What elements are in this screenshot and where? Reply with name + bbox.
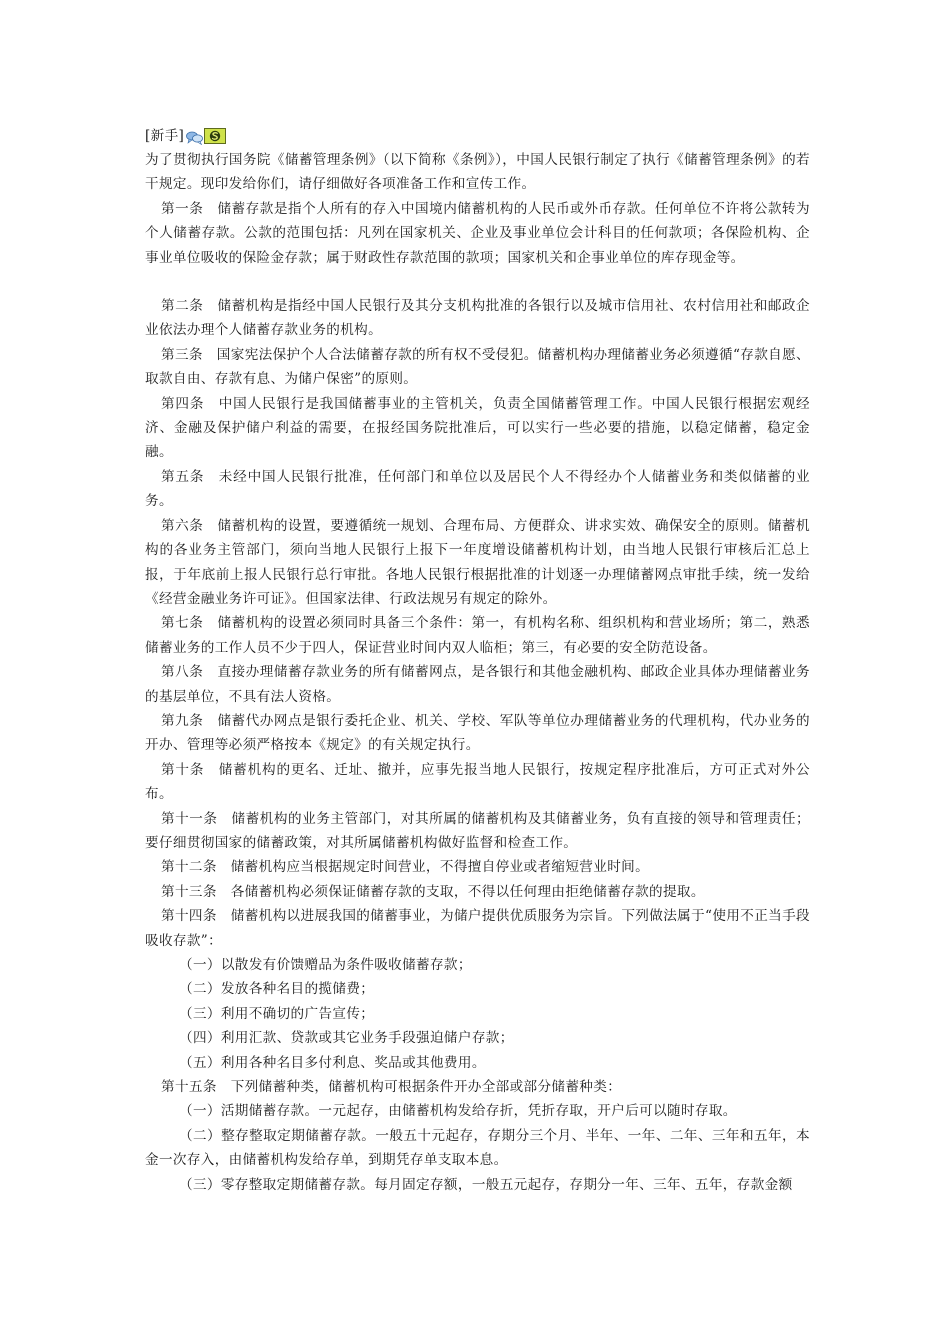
post-header [145, 124, 810, 148]
list-item: （四）利用汇款、贷款或其它业务手段强迫储户存款； [179, 1030, 514, 1047]
article-15: 第十五条 下列储蓄种类，储蓄机构可根据条件开办全部或部分储蓄种类： [161, 1079, 622, 1096]
article-5: 第五条 未经中国人民银行批准，任何部门和单位以及居民个人不得经办个人储蓄业务和类似储蓄的业务。 [145, 468, 810, 510]
intro-paragraph: 为了贯彻执行国务院《储蓄管理条例》（以下简称《条例》），中国人民银行制定了执行《储蓄管理条例》的若干规定。现印发给你们，请仔细做好各项准备工作和宣传工作。 [145, 152, 810, 193]
article-2: 第二条 储蓄机构是指经中国人民银行及其分支机构批准的各银行以及城市信用社、农村信用社和邮政企业依法办理个人储蓄存款业务的机构。 [145, 298, 810, 339]
article-10: 第十条 储蓄机构的更名、迁址、撤并，应事先报当地人民银行，按规定程序批准后，方可正式对外公布。 [145, 761, 810, 803]
list-item: （二）整存整取定期储蓄存款。一般五十元起存，存期分三个月、半年、一年、二年、三年和五年，本金一次存入，由储蓄机构发给存单，到期凭存单支取本息。 [145, 1127, 810, 1169]
article-13: 第十三条 各储蓄机构必须保证储蓄存款的支取，不得以任何理由拒绝储蓄存款的提取。 [161, 883, 705, 900]
document-body [145, 124, 810, 1197]
list-item: （一）活期储蓄存款。一元起存，由储蓄机构发给存折，凭折存取，开户后可以随时存取。 [179, 1103, 737, 1120]
blank-line [145, 270, 810, 294]
article-8: 第八条 直接办理储蓄存款业务的所有储蓄网点，是各银行和其他金融机构、邮政企业具体办理储蓄业务的基层单位，不具有法人资格。 [145, 664, 810, 705]
list-item: （三）零存整取定期储蓄存款。每月固定存额，一般五元起存，存期分一年、三年、五年，存款金额 [179, 1176, 793, 1193]
article-3: 第三条 国家宪法保护个人合法储蓄存款的所有权不受侵犯。储蓄机构办理储蓄业务必须遵循“存款自愿、取款自由、存款有息、为储户保密”的原则。 [145, 346, 810, 388]
list-item: （三）利用不确切的广告宣传； [179, 1005, 375, 1022]
newbie-tag: [新手] [145, 127, 185, 144]
article-4: 第四条 中国人民银行是我国储蓄事业的主管机关，负责全国储蓄管理工作。中国人民银行根据宏观经济、金融及保护储户利益的需要，在报经国务院批准后，可以实行一些必要的措施，以稳定储蓄，稳定金融。 [145, 395, 810, 461]
article-14: 第十四条 储蓄机构以进展我国的储蓄事业，为储户提供优质服务为宗旨。下列做法属于“使用不正当手段吸收存款”： [145, 908, 810, 949]
article-1: 第一条 储蓄存款是指个人所有的存入中国境内储蓄机构的人民币或外币存款。任何单位不许将公款转为个人储蓄存款。公款的范围包括：凡列在国家机关、企业及事业单位会计科目的任何款项；各保险机构、企事业单位吸收的保险金存款；属于财政性存款范围的款项；国家机关和企事业单位的库存现金等。 [145, 200, 810, 266]
chat-bubbles-icon [186, 129, 203, 143]
list-item: （二）发放各种名目的揽储费； [179, 981, 375, 998]
list-item: （一）以散发有价馈赠品为条件吸收储蓄存款； [179, 957, 472, 973]
list-item: （五）利用各种名目多付利息、奖品或其他费用。 [179, 1054, 486, 1071]
article-7: 第七条 储蓄机构的设置必须同时具备三个条件：第一，有机构名称、组织机构和营业场所；第二，熟悉储蓄业务的工作人员不少于四人，保证营业时间内双人临柜；第三，有必要的安全防范设备。 [145, 615, 810, 656]
article-6: 第六条 储蓄机构的设置，要遵循统一规划、合理布局、方便群众、讲求实效、确保安全的原则。储蓄机构的各业务主管部门，须向当地人民银行上报下一年度增设储蓄机构计划，由当地人民银行审核后汇总上报，于年底前上报人民银行总行审批。各地人民银行根据批准的计划逐一办理储蓄网点审批手续，统一发给《经营金融业务许可证》。但国家法律、行政法规另有规定的除外。 [145, 517, 810, 607]
money-badge-icon [204, 128, 226, 144]
article-12: 第十二条 储蓄机构应当根据规定时间营业，不得擅自停业或者缩短营业时间。 [161, 859, 650, 876]
article-9: 第九条 储蓄代办网点是银行委托企业、机关、学校、军队等单位办理储蓄业务的代理机构，代办业务的开办、管理等必须严格按本《规定》的有关规定执行。 [145, 712, 810, 754]
article-11: 第十一条 储蓄机构的业务主管部门，对其所属的储蓄机构及其储蓄业务，负有直接的领导和管理责任；要仔细贯彻国家的储蓄政策，对其所属储蓄机构做好监督和检查工作。 [145, 810, 810, 851]
